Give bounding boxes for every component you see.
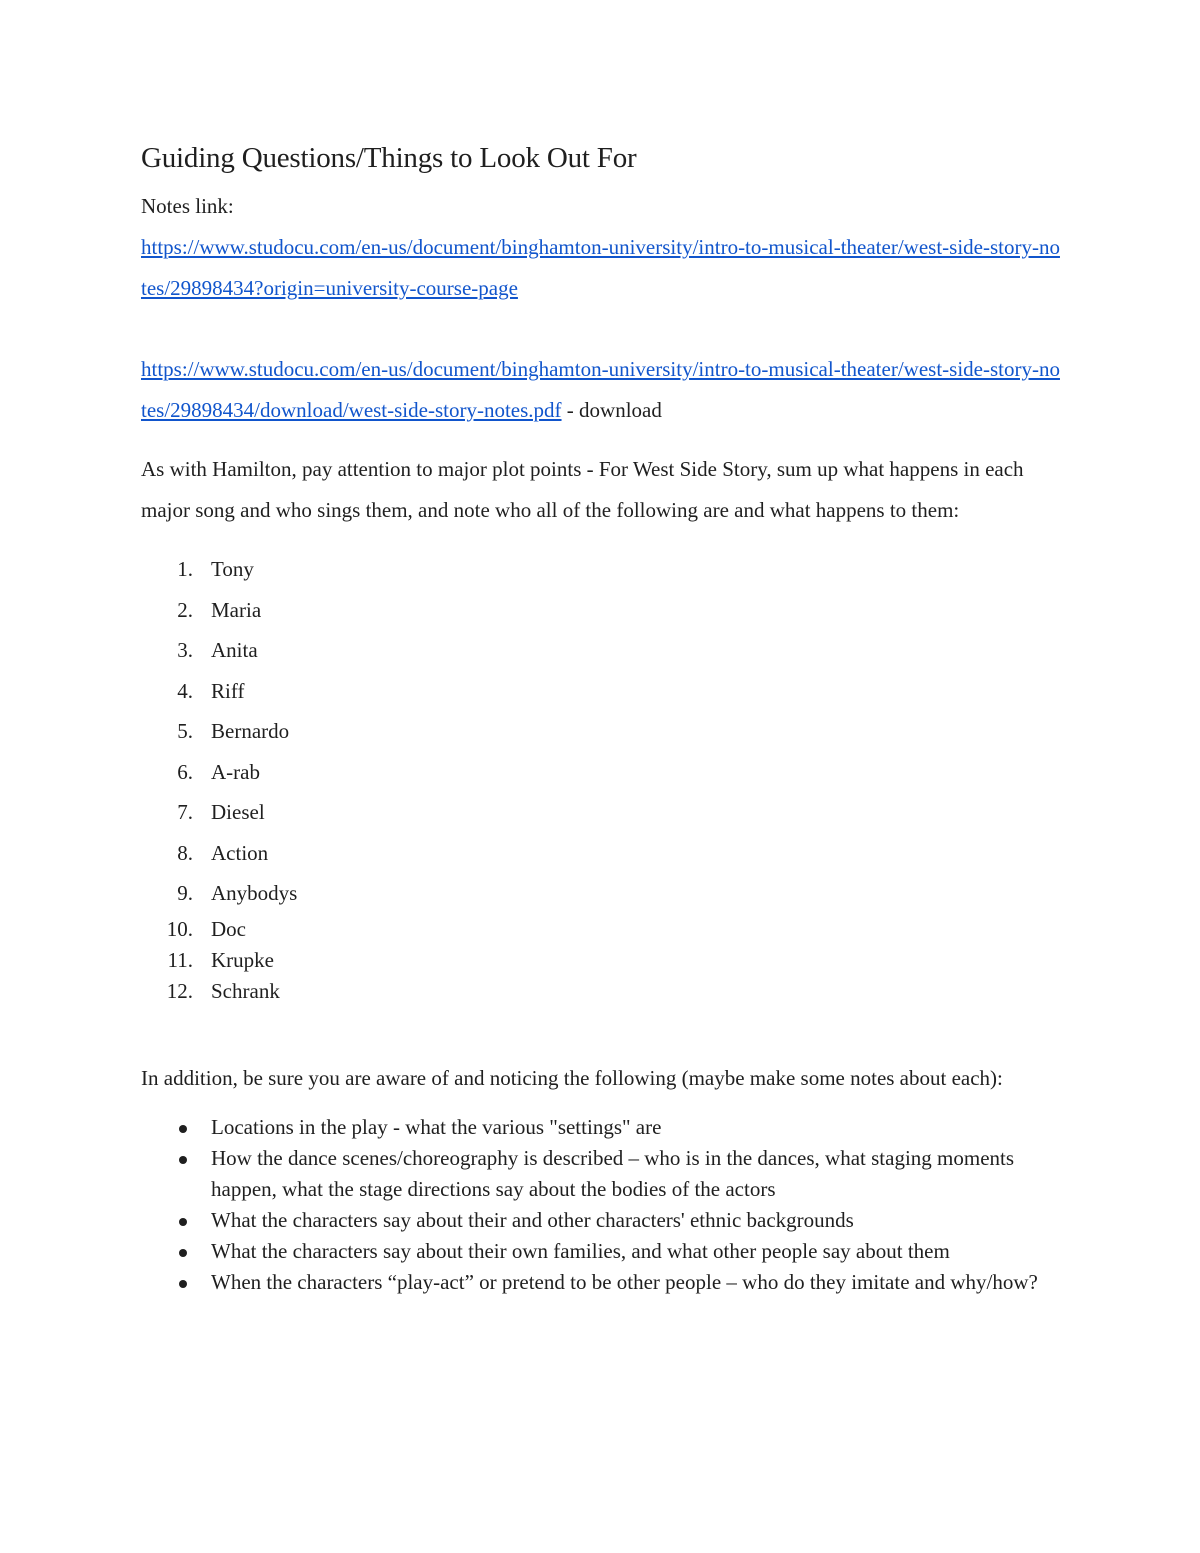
bullet-icon <box>179 1218 187 1226</box>
list-number: 1. <box>177 557 193 581</box>
notice-text: When the characters “play-act” or pretend to be other people – who do they imitate and why/how? <box>211 1269 1038 1294</box>
list-number: 8. <box>177 840 193 865</box>
list-number: 2. <box>177 597 193 622</box>
character-name: Schrank <box>211 978 280 1003</box>
blank-line <box>141 309 1061 349</box>
notice-text: How the dance scenes/choreography is described – who is in the dances, what staging moments happen, what the stage directions say about the bodies of the actors <box>211 1145 1015 1201</box>
notes-link-label: Notes link: <box>141 194 234 218</box>
notice-text: What the characters say about their and other characters' ethnic backgrounds <box>211 1207 854 1232</box>
notice-list <box>141 1112 1061 1298</box>
bullet-icon <box>179 1125 187 1133</box>
download-suffix: - download <box>561 398 662 422</box>
list-number: 7. <box>177 800 193 824</box>
list-item <box>141 1205 1061 1236</box>
list-item <box>141 630 1061 671</box>
list-number: 3. <box>177 638 193 662</box>
character-name: Krupke <box>211 947 274 972</box>
list-item <box>141 711 1061 752</box>
character-name: Action <box>211 840 269 865</box>
list-number: 6. <box>177 759 193 784</box>
character-name: Bernardo <box>211 719 290 743</box>
bullet-icon <box>179 1280 187 1288</box>
intro-paragraph: As with Hamilton, pay attention to major plot points - For West Side Story, sum up what happens in each major song and who sings them, and note who all of the following are and what happens to them: <box>141 457 1024 522</box>
list-item <box>141 549 1061 590</box>
character-name: Anybodys <box>211 881 298 905</box>
list-number: 9. <box>177 881 193 905</box>
list-item <box>141 833 1061 874</box>
notice-text: What the characters say about their own families, and what other people say about them <box>211 1238 950 1263</box>
list-item <box>141 873 1061 914</box>
document-page <box>141 138 1061 1298</box>
character-name: Riff <box>211 678 245 703</box>
character-name: Anita <box>211 638 258 662</box>
list-item <box>141 1112 1061 1143</box>
list-item <box>141 1267 1061 1298</box>
notes-link-2-paragraph <box>141 349 1061 431</box>
bullet-icon <box>179 1249 187 1257</box>
character-name: Doc <box>211 916 246 941</box>
notes-link-2-download[interactable]: https://www.studocu.com/en-us/document/binghamton-university/intro-to-musical-theater/west-side-story-notes/29898434/download/west-side-story-notes.pdf <box>141 357 1060 422</box>
addition-paragraph: In addition, be sure you are aware of and noticing the following (maybe make some notes about each): <box>141 1065 1003 1090</box>
list-item <box>141 914 1061 945</box>
list-item <box>141 752 1061 793</box>
list-item <box>141 671 1061 712</box>
list-item <box>141 976 1061 1007</box>
bullet-icon <box>179 1156 187 1164</box>
list-number: 5. <box>177 719 193 743</box>
list-number: 12. <box>166 978 193 1003</box>
list-item <box>141 1236 1061 1267</box>
list-item <box>141 590 1061 631</box>
character-name: Tony <box>211 557 254 581</box>
list-number: 11. <box>167 947 193 972</box>
list-item <box>141 1143 1061 1205</box>
character-name: Diesel <box>211 800 265 824</box>
list-item <box>141 945 1061 976</box>
notice-text: Locations in the play - what the various "settings" are <box>211 1114 662 1139</box>
list-number: 4. <box>177 678 193 703</box>
notes-link-1[interactable]: https://www.studocu.com/en-us/document/binghamton-university/intro-to-musical-theater/west-side-story-notes/29898434?origin=university-course-page <box>141 235 1060 300</box>
notes-link-1-paragraph <box>141 227 1061 309</box>
list-number: 10. <box>166 916 193 941</box>
list-item <box>141 792 1061 833</box>
character-name: A-rab <box>211 759 260 784</box>
document-title: Guiding Questions/Things to Look Out For <box>141 142 637 174</box>
character-list <box>141 549 1061 1007</box>
character-name: Maria <box>211 597 262 622</box>
